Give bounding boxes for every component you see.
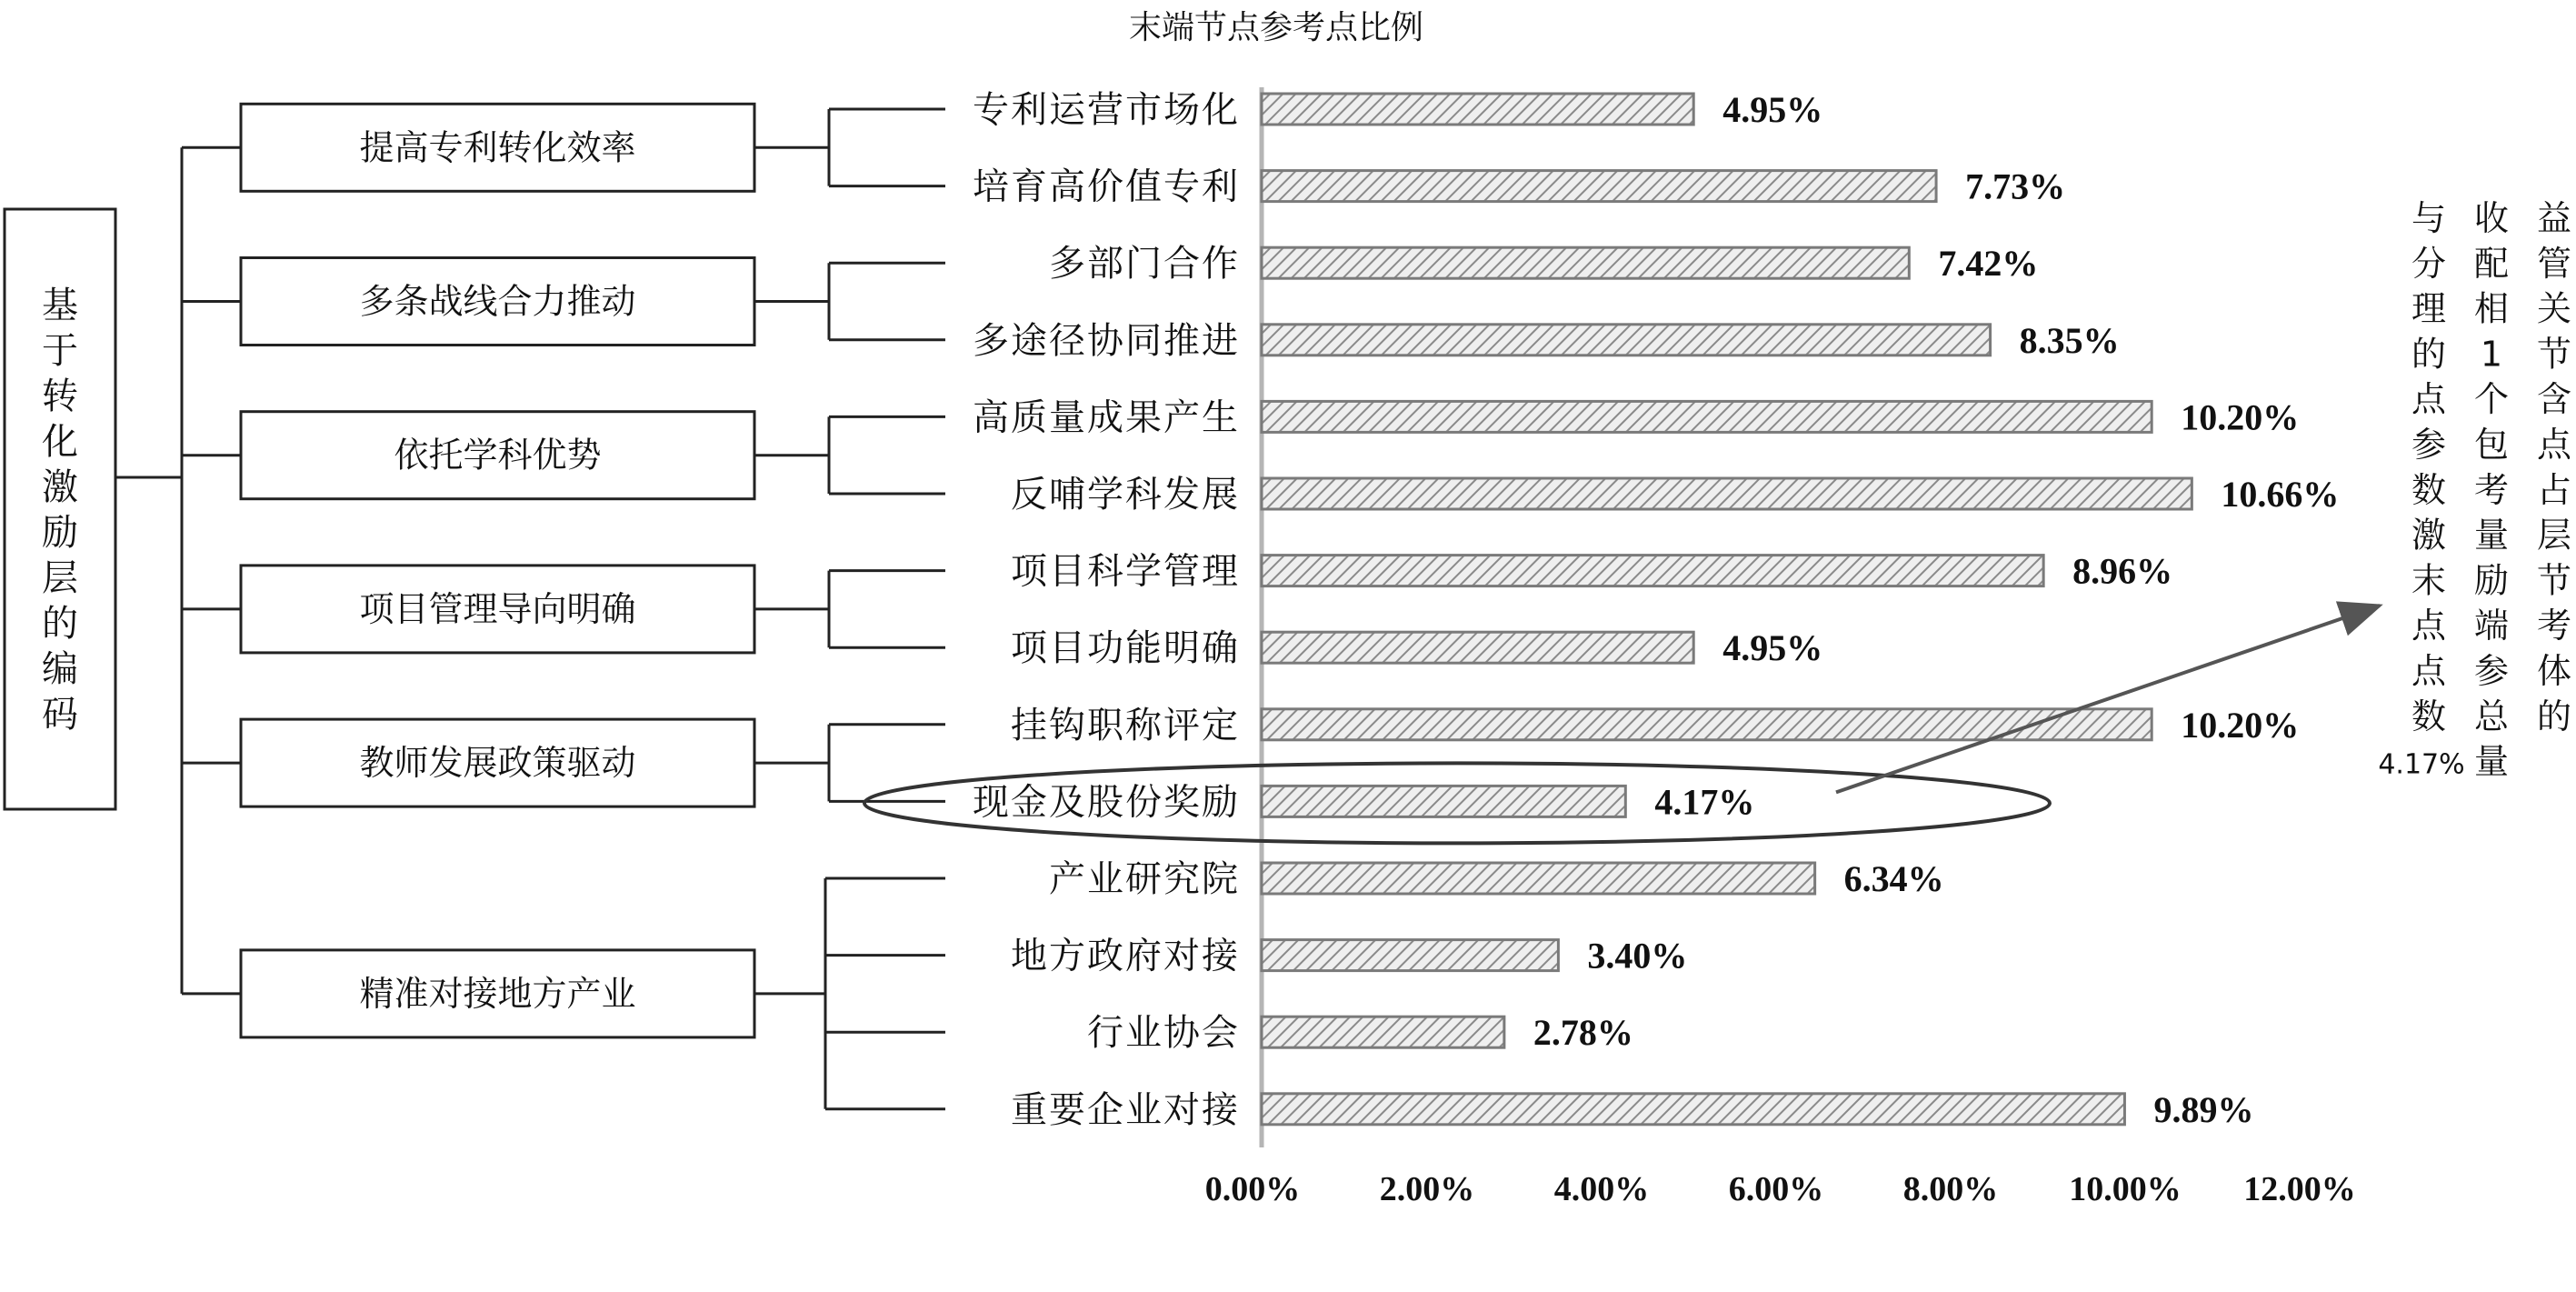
bar <box>1262 940 1558 971</box>
value-label: 10.20% <box>2181 396 2300 438</box>
root-label-char: 码 <box>42 694 78 736</box>
annotation-glyph: 末 <box>2411 560 2447 601</box>
bar <box>1262 247 1909 278</box>
x-axis-ticks <box>1205 1170 2356 1208</box>
annotation-glyph: 量 <box>2473 741 2510 782</box>
value-label: 6.34% <box>1843 858 1944 899</box>
x-tick-label: 2.00% <box>1379 1170 1475 1208</box>
bar <box>1262 171 1936 202</box>
bar <box>1262 401 2152 432</box>
value-label: 7.73% <box>1965 165 2066 207</box>
category-label: 行业协会 <box>1087 1012 1240 1055</box>
category-label: 多途径协同推进 <box>973 319 1240 362</box>
annotation-glyph: 点 <box>2536 425 2572 465</box>
root-label-char: 基 <box>42 285 78 326</box>
root-label-char: 编 <box>42 648 78 690</box>
annotation-glyph: 考 <box>2473 469 2510 510</box>
highlight-arrow <box>1836 606 2380 792</box>
x-tick-label: 8.00% <box>1902 1170 1999 1208</box>
annotation-glyph: 1 <box>2480 334 2503 375</box>
category-label: 专利运营市场化 <box>973 89 1240 131</box>
bar <box>1262 786 1625 816</box>
category-label: 高质量成果产生 <box>973 396 1240 439</box>
annotation-glyph: 包 <box>2473 425 2510 465</box>
value-label: 3.40% <box>1587 935 1688 977</box>
group-label: 多条战线合力推动 <box>359 281 636 322</box>
category-label: 挂钩职称评定 <box>1011 704 1240 746</box>
value-label: 4.95% <box>1722 89 1823 130</box>
root-label-char: 励 <box>42 512 78 554</box>
annotation-glyph: 配 <box>2473 243 2510 284</box>
annotation-glyph: 量 <box>2473 515 2510 556</box>
group-label: 依托学科优势 <box>394 435 602 476</box>
annotation-glyph: 点 <box>2411 606 2447 646</box>
group-label: 提高专利转化效率 <box>359 127 636 168</box>
category-label: 产业研究院 <box>1049 858 1240 900</box>
bar <box>1262 632 1693 663</box>
annotation-column <box>2474 198 2510 782</box>
category-label: 多部门合作 <box>1049 243 1240 285</box>
chart-title: 末端节点参考点比例 <box>1128 9 1424 46</box>
annotation-glyph: 点 <box>2411 651 2447 691</box>
bar <box>1262 478 2192 509</box>
x-tick-label: 12.00% <box>2243 1170 2356 1208</box>
group-label: 教师发展政策驱动 <box>359 743 636 784</box>
group-boxes <box>241 104 754 1037</box>
annotation-glyph: 点 <box>2411 379 2447 420</box>
group-label: 项目管理导向明确 <box>359 588 636 629</box>
annotation-glyph: 体 <box>2536 651 2572 691</box>
annotation-glyph: 与 <box>2411 198 2447 238</box>
value-label: 10.20% <box>2181 704 2300 746</box>
root-label-char: 层 <box>42 557 78 599</box>
value-label: 10.66% <box>2221 474 2340 515</box>
group-label: 精准对接地方产业 <box>359 973 636 1014</box>
value-label: 2.78% <box>1533 1012 1633 1054</box>
bars <box>1262 94 2192 1125</box>
category-label: 培育高价值专利 <box>973 165 1240 208</box>
x-tick-label: 10.00% <box>2069 1170 2182 1208</box>
annotation-glyph: 占 <box>2536 469 2572 510</box>
annotation-glyph: 关 <box>2536 288 2572 329</box>
bar <box>1262 863 1815 894</box>
value-label: 8.96% <box>2072 550 2173 592</box>
annotation-glyph: 收 <box>2473 198 2510 238</box>
category-labels <box>973 89 1240 1131</box>
value-label: 9.89% <box>2153 1088 2254 1130</box>
annotation-glyph: 参 <box>2473 651 2510 691</box>
x-tick-label: 6.00% <box>1728 1170 1824 1208</box>
root-label-char: 于 <box>42 330 78 372</box>
category-label: 项目科学管理 <box>1011 550 1240 593</box>
annotation-glyph: 节 <box>2536 560 2572 601</box>
annotation-glyph: 数 <box>2411 469 2447 510</box>
annotation-glyph: 总 <box>2473 696 2510 736</box>
bar <box>1262 709 2152 740</box>
annotation-glyph: 含 <box>2536 379 2572 420</box>
root-label-char: 化 <box>42 421 78 463</box>
value-label: 7.42% <box>1938 243 2039 285</box>
annotation-glyph: 激 <box>2411 515 2447 556</box>
annotation-glyph: 节 <box>2536 334 2572 375</box>
annotation-glyph: 励 <box>2473 560 2510 601</box>
annotation-glyph: 的 <box>2411 334 2447 375</box>
value-label: 8.35% <box>2019 319 2120 361</box>
category-label: 地方政府对接 <box>1011 935 1240 977</box>
annotation-glyph: 参 <box>2411 425 2447 465</box>
bar <box>1262 556 2043 586</box>
root-label-char: 激 <box>42 466 78 508</box>
category-label: 重要企业对接 <box>1011 1088 1240 1131</box>
annotation-glyph: 理 <box>2411 288 2447 329</box>
highlight-annotation <box>864 198 2572 843</box>
value-labels <box>1533 89 2339 1130</box>
root-label-char: 转 <box>42 376 78 417</box>
annotation-glyph: 管 <box>2536 243 2572 284</box>
annotation-glyph: 端 <box>2473 606 2510 646</box>
x-tick-label: 0.00% <box>1204 1170 1301 1208</box>
annotation-column <box>2537 198 2572 736</box>
root-label-char: 的 <box>42 603 78 645</box>
bar <box>1262 325 1991 356</box>
annotation-glyph: 的 <box>2536 696 2572 736</box>
bar <box>1262 94 1693 125</box>
category-label: 现金及股份奖励 <box>973 781 1240 824</box>
category-label: 项目功能明确 <box>1011 627 1240 670</box>
bar <box>1262 1017 1504 1047</box>
value-label: 4.95% <box>1722 627 1823 669</box>
root-box <box>5 209 115 809</box>
bar <box>1262 1094 2124 1125</box>
x-tick-label: 4.00% <box>1553 1170 1650 1208</box>
annotation-glyph: 益 <box>2536 198 2572 238</box>
annotation-glyph: 考 <box>2536 606 2572 646</box>
annotation-glyph: 层 <box>2536 515 2572 556</box>
annotation-column <box>2378 198 2464 781</box>
annotation-glyph: 相 <box>2473 288 2510 329</box>
annotation-glyph: 数 <box>2411 696 2447 736</box>
value-label: 4.17% <box>1654 781 1755 823</box>
annotation-glyph: 个 <box>2473 379 2510 420</box>
category-label: 反哺学科发展 <box>1011 474 1240 516</box>
annotation-glyph: 分 <box>2411 243 2447 284</box>
annotation-glyph: 4.17% <box>2378 748 2465 781</box>
